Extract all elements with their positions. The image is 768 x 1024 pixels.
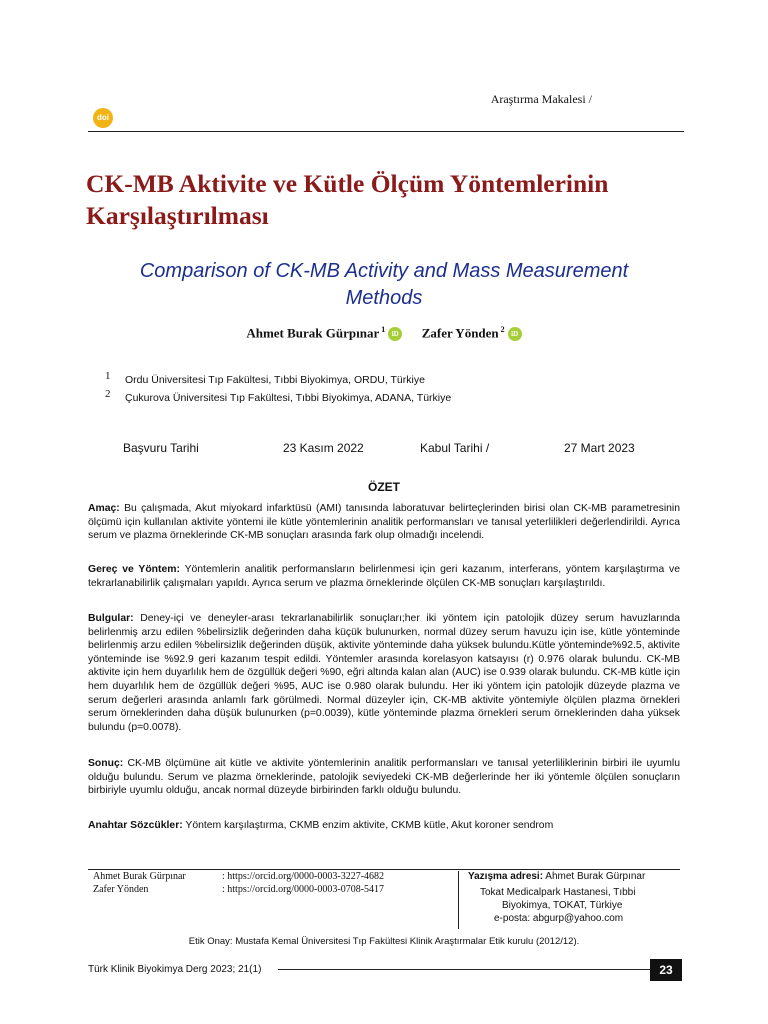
header-divider bbox=[88, 131, 684, 132]
correspondence-line: Tokat Medicalpark Hastanesi, Tıbbi bbox=[480, 887, 636, 898]
author-name: Ahmet Burak Gürpınar bbox=[246, 325, 380, 341]
title-turkish: CK-MB Aktivite ve Kütle Ölçüm Yöntemlerinin Karşılaştırılması bbox=[86, 169, 609, 230]
correspondence-address bbox=[468, 871, 645, 882]
affiliation-text: Ordu Üniversitesi Tıp Fakültesi, Tıbbi Biyokimya, ORDU, Türkiye bbox=[125, 374, 425, 386]
abstract-results bbox=[88, 612, 680, 734]
conclusion-label: Sonuç: bbox=[88, 758, 124, 769]
submit-date: 23 Kasım 2022 bbox=[283, 441, 364, 455]
bottom-divider bbox=[278, 969, 650, 970]
abstract-aim bbox=[88, 502, 680, 543]
orcid-author-name: Zafer Yönden bbox=[93, 884, 149, 895]
abstract-heading: ÖZET bbox=[368, 480, 400, 494]
keywords-text: Yöntem karşılaştırma, CKMB enzim aktivite, CKMB kütle, Akut koroner sendrom bbox=[182, 820, 554, 831]
page-number: 23 bbox=[650, 959, 682, 981]
methods-label: Gereç ve Yöntem: bbox=[88, 564, 180, 575]
correspondence-email[interactable]: e-posta: abgurp@yahoo.com bbox=[494, 913, 624, 924]
aim-text: Bu çalışmada, Akut miyokard infarktüsü (AMI) tanısında laboratuvar belirteçlerinden birisi olan CK-MB parametresinin ölçümü için kullanılan aktivite yöntemi ile kütle yöntemlerinin analitik performansları ve tanısal yeterlilikleri değerlendirildi. Ayrıca serum ve plazma örneklerinde CK-MB sonuçları arasında fark olup olmadığı incelendi. bbox=[88, 503, 680, 542]
aim-label: Amaç: bbox=[88, 503, 120, 514]
results-text: Deney-içi ve deneyler-arası tekrarlanabilirlik sonuçları;her iki yöntem için patolojik düzey serum havuzlarında belirlenmiş arzu edilen %belirsizlik değerinden daha küçük bulunurken, normal düzey serum havuzu için ise, kütle yönteminde belirlenmiş arzu edilen %belirsizlik değerinden düşük, aktivite yönteminde daha yüksek bulundu.Kütle yönteminde%92.5, aktivite yönteminde ise %92.9 geri kazanım tespit edildi. Yöntemler arasında korelasyon katsayısı (r) 0.976 olarak bulundu. CK-MB aktivite için hem duyarlılık hem de özgüllük değeri %90, eğri altında kalan alan (AUC) ise 0.939 olarak bulundu. CK-MB kütle için hem duyarlılık hem de özgüllük değeri %95, AUC ise 0.980 olarak bulundu. Her iki yöntem için patolojik düzeyde plazma ve serum değerleri arasında anlamlı fark görülmedi. Normal düzeyler için, CK-MB aktivite yöntemiyle ölçülen plazma örnekleri serum örneklerinden daha düşük bulunurken (p=0.0039), kütle yönteminde plazma örnekleri serum örneklerinden daha yüksek bulundu (p=0.0078). bbox=[88, 613, 680, 733]
accept-date: 27 Mart 2023 bbox=[564, 441, 635, 455]
article-type: Araştırma Makalesi / bbox=[490, 92, 592, 106]
methods-text: Yöntemlerin analitik performansların belirlenmesi için geri kazanım, interferans, yöntem karşılaştırma ve tekrarlanabilirlik çalışmaları yapıldı. Ayrıca serum ve plazma örneklerinde ölçülen CK-MB sonuçları karşılaştırıldı. bbox=[88, 564, 680, 589]
title-english: Comparison of CK-MB Activity and Mass Measurement Methods bbox=[139, 260, 629, 309]
results-label: Bulgular: bbox=[88, 613, 134, 624]
footer-column-divider bbox=[458, 871, 459, 929]
abstract-keywords bbox=[88, 819, 680, 833]
journal-citation: Türk Klinik Biyokimya Derg 2023; 21(1) bbox=[88, 964, 262, 975]
doi-icon[interactable]: doi bbox=[93, 108, 113, 128]
orcid-link[interactable]: : https://orcid.org/0000-0003-0708-5417 bbox=[222, 884, 385, 895]
correspondence-line: Biyokimya, TOKAT, Türkiye bbox=[502, 900, 623, 911]
ethics-approval: Etik Onay: Mustafa Kemal Üniversitesi Tıp Fakültesi Klinik Araştırmalar Etik kurulu (2012/12). bbox=[188, 936, 580, 947]
author-list bbox=[0, 325, 768, 341]
author-sup: 1 bbox=[381, 325, 386, 334]
author-name: Zafer Yönden bbox=[421, 325, 499, 341]
author-sup: 2 bbox=[500, 325, 505, 334]
correspondence-name: Ahmet Burak Gürpınar bbox=[543, 871, 646, 882]
conclusion-text: CK-MB ölçümüne ait kütle ve aktivite yöntemlerinin analitik performansları ve tanısal yeterliliklerinin birbiri ile uyumlu olduğu bulundu. Serum ve plazma örneklerinde, patolojik seviyedeki CK-MB değerlerinde her iki yöntemle ölçülen sonuçların birbiriyle uyumlu olduğu, ancak normal düzeyde birbirinden farklı olduğu bulundu. bbox=[88, 758, 680, 797]
orcid-link[interactable]: : https://orcid.org/0000-0003-3227-4682 bbox=[222, 871, 385, 882]
affiliation-text: Çukurova Üniversitesi Tıp Fakültesi, Tıbbi Biyokimya, ADANA, Türkiye bbox=[125, 392, 452, 404]
orcid-icon[interactable]: iD bbox=[388, 327, 402, 341]
correspondence-label: Yazışma adresi: bbox=[468, 871, 544, 882]
affiliation-number: 2 bbox=[105, 388, 111, 400]
abstract-conclusion bbox=[88, 757, 680, 798]
footer-divider bbox=[88, 869, 680, 870]
affiliation-number: 1 bbox=[105, 370, 111, 382]
orcid-author-name: Ahmet Burak Gürpınar bbox=[93, 871, 186, 882]
submit-label: Başvuru Tarihi bbox=[123, 441, 199, 455]
abstract-methods bbox=[88, 563, 680, 590]
orcid-icon[interactable]: iD bbox=[508, 327, 522, 341]
accept-label: Kabul Tarihi / bbox=[420, 441, 490, 455]
keywords-label: Anahtar Sözcükler: bbox=[88, 820, 183, 831]
